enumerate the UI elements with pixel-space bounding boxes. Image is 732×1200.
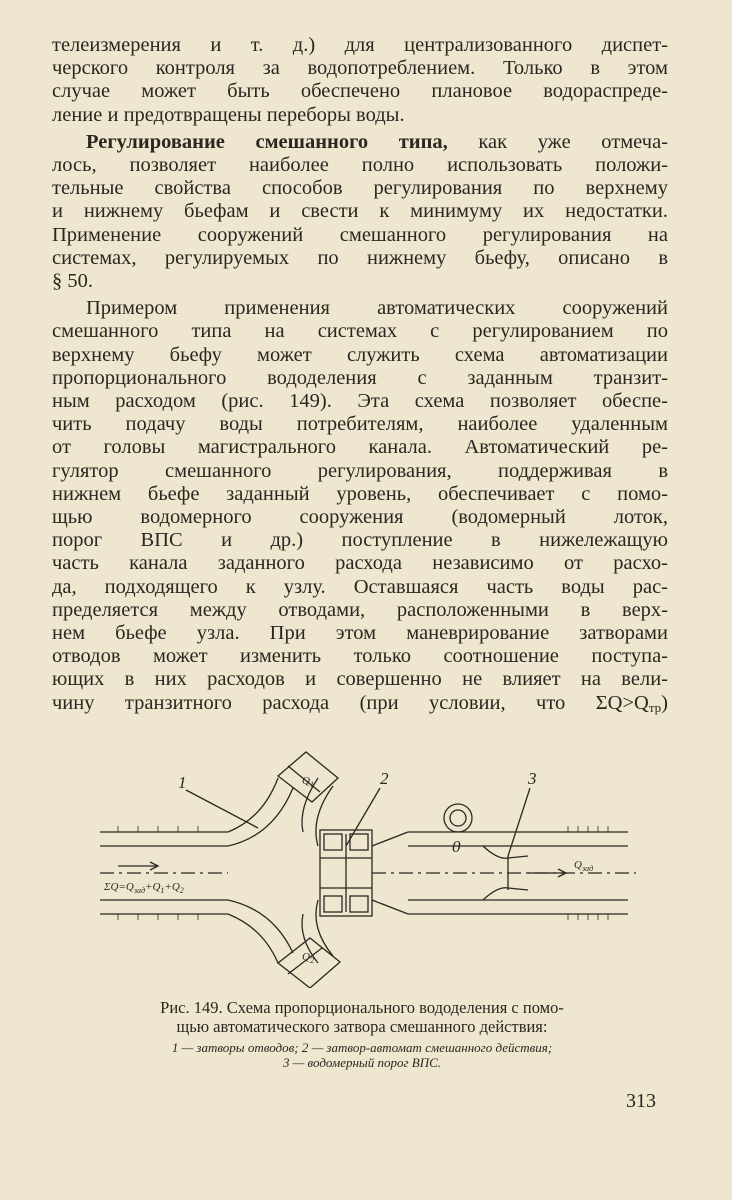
text-line: верхнему бьефу может служить схема автоматизации [52, 343, 668, 366]
text-line: лось, позволяет наиболее полно использовать положи- [52, 154, 668, 177]
section-term: Регулирование смешанного типа, [86, 130, 448, 153]
text-fragment: как уже отмеча- [447, 130, 668, 153]
text-line: Применение сооружений смешанного регулирования на [52, 223, 668, 246]
caption-line: щью автоматического затвора смешанного действия: [176, 1017, 548, 1036]
text-line: телеизмерения и т. д.) для централизованного диспет- [52, 34, 668, 56]
text-fragment: ) [661, 691, 668, 714]
figure-legend [82, 1040, 642, 1070]
text-line: смешанного типа на системах с регулированием по [52, 320, 668, 343]
page-number: 313 [626, 1090, 656, 1112]
text-line: пропорционального вододеления с заданным транзит- [52, 366, 668, 389]
figure-caption [82, 998, 642, 1036]
text-line: часть канала заданного расхода независимо от расхо- [52, 552, 668, 575]
text-line: ющих в них расходов и совершенно не влияет на вели- [52, 668, 668, 691]
text-line: пределяется между отводами, расположенными в верх- [52, 598, 668, 621]
text-line: системах, регулируемых по нижнему бьефу, описано в [52, 246, 668, 269]
text-fragment: чину транзитного расхода (при условии, что ΣQ>Q [52, 691, 649, 714]
legend-line: 1 — затворы отводов; 2 — затвор-автомат смешанного действия; [171, 1040, 553, 1055]
text-line: ным расходом (рис. 149). Эта схема позволяет обеспе- [52, 390, 668, 413]
caption-line: Рис. 149. Схема пропорционального вододеления с помо- [160, 998, 564, 1017]
text-line: § 50. [52, 270, 93, 293]
text-line: да, подходящего к узлу. Оставшаяся часть воды рас- [52, 575, 668, 598]
outflow-label: $Q_{зад}$ [574, 859, 594, 873]
text-line: нижнем бьефе заданный уровень, обеспечивает с помо- [52, 482, 668, 505]
gauge-label: 0 [452, 837, 461, 856]
text-line: ление и предотвращены переборы воды. [52, 103, 405, 126]
text-line: гулятор смешанного регулирования, поддерживая в [52, 459, 668, 482]
text-line [52, 692, 668, 719]
text-line: черского контроля за водопотреблением. Только в этом [52, 57, 668, 80]
label-1: 1 [178, 773, 187, 792]
figure-149-diagram [88, 748, 648, 988]
text-line: от головы магистрального канала. Автоматический ре- [52, 436, 668, 459]
text-line: Примером применения автоматических сооружений [86, 297, 668, 320]
q1-label: $Q_1$ [302, 775, 314, 789]
text-line: и нижнему бьефам и свести к минимуму их недостатки. [52, 200, 668, 223]
text-line [52, 131, 668, 154]
subscript: тр [648, 699, 662, 715]
label-3: 3 [528, 769, 537, 788]
text-line: тельные свойства способов регулирования по верхнему [52, 177, 668, 200]
body-text [52, 34, 668, 719]
legend-line: 3 — водомерный порог ВПС. [282, 1055, 442, 1070]
q2-label: $Q_2$ [302, 951, 314, 965]
text-line: отводов может изменить только соотношение поступа- [52, 645, 668, 668]
text-line: случае может быть обеспечено плановое водораспреде- [52, 80, 668, 103]
label-2: 2 [380, 769, 389, 788]
inflow-label: $\Sigma Q=Q_{зад}+Q_1+Q_2$ [104, 881, 184, 895]
text-line: порог ВПС и др.) поступление в нижележащую [52, 529, 668, 552]
text-line: чить подачу воды потребителям, наиболее удаленным [52, 413, 668, 436]
text-line: нем бьефе узла. При этом маневрирование затворами [52, 622, 668, 645]
text-line: щью водомерного сооружения (водомерный лоток, [52, 506, 668, 529]
